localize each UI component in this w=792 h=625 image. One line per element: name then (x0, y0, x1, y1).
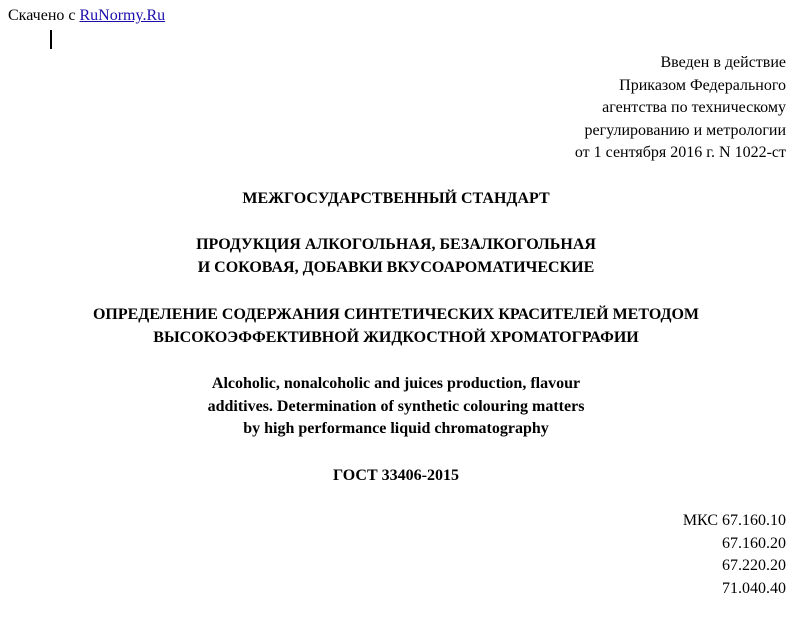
product-line: ПРОДУКЦИЯ АЛКОГОЛЬНАЯ, БЕЗАЛКОГОЛЬНАЯ (196, 236, 596, 253)
source-line (8, 6, 165, 26)
source-link[interactable]: RuNormy.Ru (79, 7, 166, 24)
enactment-line: Приказом Федерального (619, 76, 786, 94)
method-line: ОПРЕДЕЛЕНИЕ СОДЕРЖАНИЯ СИНТЕТИЧЕСКИХ КРАСИТЕЛЕЙ МЕТОДОМ (92, 306, 700, 323)
enactment-note (575, 52, 786, 165)
enactment-line: агентства по техническому (602, 99, 786, 116)
classification-codes (683, 510, 786, 600)
source-prefix: Скачено с (8, 7, 80, 24)
gost-number: ГОСТ 33406-2015 (333, 467, 459, 484)
text-cursor (50, 30, 52, 49)
english-line: additives. Determination of synthetic colouring matters (207, 397, 585, 415)
mks-code: 67.160.20 (722, 534, 786, 552)
standard-type-heading (0, 188, 792, 211)
mks-code: 71.040.40 (722, 579, 786, 597)
english-line: by high performance liquid chromatography (243, 420, 549, 437)
mks-code: МКС 67.160.10 (682, 512, 786, 529)
method-line: ВЫСОКОЭФФЕКТИВНОЙ ЖИДКОСТНОЙ ХРОМАТОГРАФИИ (153, 328, 639, 346)
enactment-line: регулированию и метрологии (584, 121, 786, 139)
english-title (0, 373, 792, 441)
enactment-line: от 1 сентября 2016 г. N 1022-ст (574, 144, 786, 161)
gost-number-heading (0, 465, 792, 488)
product-line: И СОКОВАЯ, ДОБАВКИ ВКУСОАРОМАТИЧЕСКИЕ (197, 258, 595, 276)
english-line: Alcoholic, nonalcoholic and juices production, flavour (211, 375, 581, 392)
product-heading (0, 234, 792, 279)
standard-type: МЕЖГОСУДАРСТВЕННЫЙ СТАНДАРТ (242, 190, 550, 207)
mks-code: 67.220.20 (722, 557, 786, 574)
enactment-line: Введен в действие (660, 54, 786, 71)
method-heading (0, 304, 792, 349)
